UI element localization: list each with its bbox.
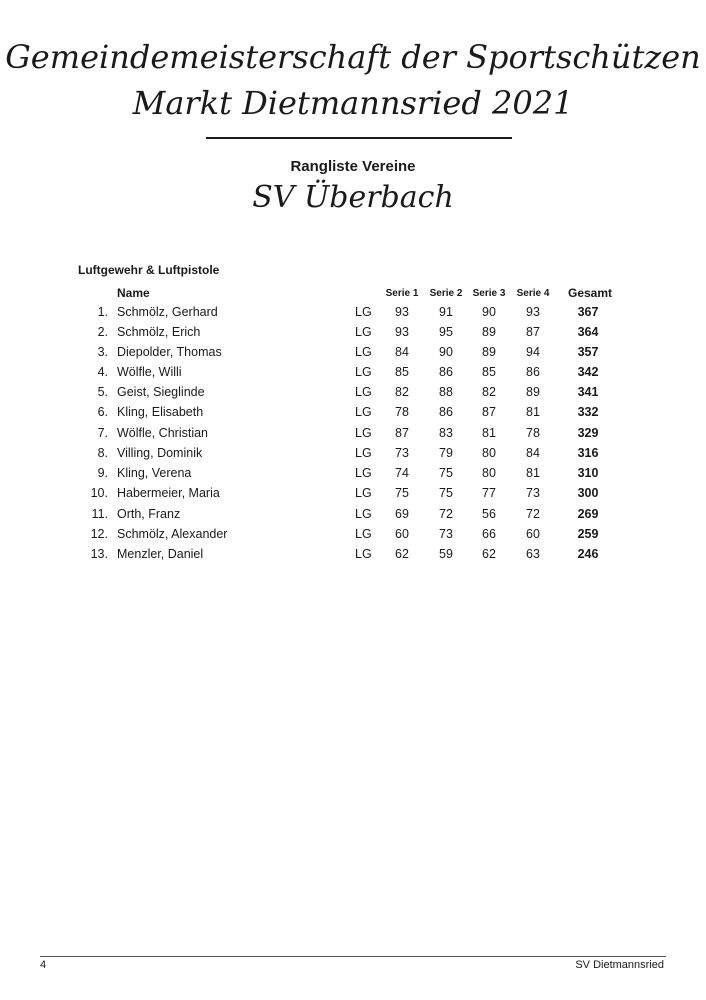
serie1-cell: 85: [395, 365, 409, 379]
serie2-cell: 75: [439, 486, 453, 500]
serie1-cell: 84: [395, 345, 409, 359]
weapon-cell: LG: [355, 426, 372, 440]
serie3-cell: 77: [482, 486, 496, 500]
serie1-cell: 82: [395, 385, 409, 399]
table-row: [0, 305, 706, 325]
column-header-serie4: Serie 4: [516, 288, 550, 299]
column-header-serie3: Serie 3: [472, 288, 506, 299]
total-cell: 357: [577, 345, 599, 359]
serie2-cell: 90: [439, 345, 453, 359]
weapon-cell: LG: [355, 365, 372, 379]
serie3-cell: 90: [482, 305, 496, 319]
weapon-cell: LG: [355, 527, 372, 541]
serie4-cell: 86: [526, 365, 540, 379]
serie2-cell: 79: [439, 446, 453, 460]
name-cell: Schmölz, Alexander: [117, 527, 228, 541]
serie4-cell: 72: [526, 507, 540, 521]
table-row: [0, 466, 706, 486]
total-cell: 310: [577, 466, 599, 480]
total-cell: 329: [577, 426, 599, 440]
weapon-cell: LG: [355, 486, 372, 500]
name-cell: Orth, Franz: [117, 507, 181, 521]
serie4-cell: 60: [526, 527, 540, 541]
serie3-cell: 62: [482, 547, 496, 561]
footer-divider: [40, 956, 666, 957]
serie3-cell: 56: [482, 507, 496, 521]
document-title-line1: Gemeindemeisterschaft der Sportschützen: [5, 38, 701, 76]
table-row: [0, 507, 706, 527]
rank-cell: 13.: [90, 547, 108, 561]
serie1-cell: 60: [395, 527, 409, 541]
serie4-cell: 63: [526, 547, 540, 561]
serie1-cell: 93: [395, 305, 409, 319]
weapon-cell: LG: [355, 466, 372, 480]
serie4-cell: 73: [526, 486, 540, 500]
document-title-line2: Markt Dietmannsried 2021: [132, 84, 574, 122]
serie3-cell: 66: [482, 527, 496, 541]
weapon-cell: LG: [355, 345, 372, 359]
weapon-cell: LG: [355, 507, 372, 521]
rank-cell: 3.: [97, 345, 108, 359]
serie4-cell: 78: [526, 426, 540, 440]
column-header-serie2: Serie 2: [429, 288, 463, 299]
serie4-cell: 81: [526, 405, 540, 419]
rank-cell: 5.: [97, 385, 108, 399]
serie2-cell: 88: [439, 385, 453, 399]
serie4-cell: 87: [526, 325, 540, 339]
serie2-cell: 86: [439, 405, 453, 419]
weapon-cell: LG: [355, 446, 372, 460]
title-divider: [206, 137, 512, 139]
serie4-cell: 81: [526, 466, 540, 480]
name-cell: Geist, Sieglinde: [117, 385, 205, 399]
serie2-cell: 95: [439, 325, 453, 339]
serie2-cell: 59: [439, 547, 453, 561]
serie2-cell: 72: [439, 507, 453, 521]
serie3-cell: 89: [482, 325, 496, 339]
serie1-cell: 69: [395, 507, 409, 521]
rank-cell: 8.: [97, 446, 108, 460]
serie1-cell: 78: [395, 405, 409, 419]
table-row: [0, 345, 706, 365]
total-cell: 300: [577, 486, 599, 500]
name-cell: Menzler, Daniel: [117, 547, 204, 561]
serie4-cell: 93: [526, 305, 540, 319]
rank-cell: 9.: [97, 466, 108, 480]
serie3-cell: 80: [482, 466, 496, 480]
serie1-cell: 73: [395, 446, 409, 460]
table-row: [0, 385, 706, 405]
total-cell: 342: [577, 365, 599, 379]
name-cell: Wölfle, Willi: [117, 365, 182, 379]
rank-cell: 10.: [90, 486, 108, 500]
section-title: Luftgewehr & Luftpistole: [78, 263, 220, 277]
table-row: [0, 547, 706, 567]
serie1-cell: 93: [395, 325, 409, 339]
table-row: [0, 325, 706, 345]
page-number: 4: [40, 959, 47, 971]
weapon-cell: LG: [355, 405, 372, 419]
name-cell: Schmölz, Erich: [117, 325, 201, 339]
serie3-cell: 85: [482, 365, 496, 379]
rank-cell: 2.: [97, 325, 108, 339]
serie3-cell: 89: [482, 345, 496, 359]
serie3-cell: 82: [482, 385, 496, 399]
total-cell: 316: [577, 446, 599, 460]
serie4-cell: 84: [526, 446, 540, 460]
column-header-total: Gesamt: [568, 286, 613, 300]
column-header-serie1: Serie 1: [385, 288, 419, 299]
serie1-cell: 74: [395, 466, 409, 480]
name-cell: Kling, Elisabeth: [117, 405, 204, 419]
name-cell: Habermeier, Maria: [117, 486, 220, 500]
weapon-cell: LG: [355, 385, 372, 399]
total-cell: 246: [577, 547, 599, 561]
rank-cell: 12.: [90, 527, 108, 541]
serie2-cell: 73: [439, 527, 453, 541]
ranking-subtitle: Rangliste Vereine: [290, 158, 416, 175]
total-cell: 364: [577, 325, 599, 339]
serie1-cell: 75: [395, 486, 409, 500]
name-cell: Diepolder, Thomas: [117, 345, 222, 359]
club-heading: SV Überbach: [252, 180, 454, 215]
name-cell: Wölfle, Christian: [117, 426, 208, 440]
total-cell: 269: [577, 507, 599, 521]
name-cell: Villing, Dominik: [117, 446, 203, 460]
table-row: [0, 446, 706, 466]
weapon-cell: LG: [355, 305, 372, 319]
rank-cell: 11.: [91, 507, 108, 521]
serie2-cell: 75: [439, 466, 453, 480]
weapon-cell: LG: [355, 547, 372, 561]
rank-cell: 6.: [97, 405, 108, 419]
serie4-cell: 89: [526, 385, 540, 399]
rank-cell: 7.: [97, 426, 108, 440]
table-row: [0, 426, 706, 446]
total-cell: 367: [577, 305, 599, 319]
total-cell: 259: [577, 527, 599, 541]
serie1-cell: 87: [395, 426, 409, 440]
table-row: [0, 527, 706, 547]
serie2-cell: 91: [439, 305, 453, 319]
table-row: [0, 365, 706, 385]
serie1-cell: 62: [395, 547, 409, 561]
serie3-cell: 87: [482, 405, 496, 419]
footer-club-name: SV Dietmannsried: [575, 959, 664, 971]
serie3-cell: 80: [482, 446, 496, 460]
serie2-cell: 86: [439, 365, 453, 379]
rank-cell: 4.: [97, 365, 108, 379]
serie2-cell: 83: [439, 426, 453, 440]
weapon-cell: LG: [355, 325, 372, 339]
table-row: [0, 486, 706, 506]
name-cell: Schmölz, Gerhard: [117, 305, 218, 319]
total-cell: 332: [577, 405, 599, 419]
serie3-cell: 81: [482, 426, 496, 440]
serie4-cell: 94: [526, 345, 540, 359]
total-cell: 341: [577, 385, 599, 399]
column-header-name: Name: [117, 286, 150, 300]
rank-cell: 1.: [97, 305, 108, 319]
name-cell: Kling, Verena: [117, 466, 192, 480]
table-row: [0, 405, 706, 425]
